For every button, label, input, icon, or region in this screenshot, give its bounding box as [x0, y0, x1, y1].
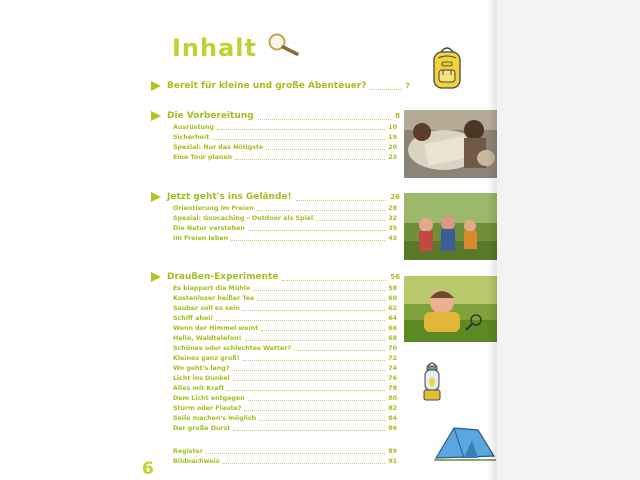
- entry-page: 64: [388, 314, 397, 322]
- entry-page: 43: [388, 234, 397, 242]
- dot-leader: [233, 375, 385, 381]
- entry-label: Spezial: Geocaching – Outdoor als Spiel: [173, 214, 314, 222]
- dot-leader: [243, 355, 386, 361]
- entry-page: 32: [388, 214, 397, 222]
- toc-entry[interactable]: [173, 213, 397, 223]
- entry-page: 68: [388, 334, 397, 342]
- toc-entry[interactable]: [173, 393, 397, 403]
- entry-label: Dem Licht entgegen: [173, 394, 245, 402]
- entry-page: 58: [388, 284, 397, 292]
- entry-label: Schönes oder schlechtes Wetter?: [173, 344, 292, 352]
- toc-entry[interactable]: [173, 122, 397, 132]
- photo-planning: [404, 110, 497, 178]
- entry-label: Der große Durst: [173, 424, 231, 432]
- toc-entry[interactable]: [173, 403, 397, 413]
- dot-leader: [257, 205, 386, 211]
- entry-page: 20: [388, 143, 397, 151]
- backpack-illustration: [430, 44, 464, 92]
- toc-entry[interactable]: [173, 353, 397, 363]
- entry-label: Im Freien leben: [173, 234, 229, 242]
- entry-page: 76: [388, 374, 397, 382]
- entry-page: 19: [388, 133, 397, 141]
- toc-entry[interactable]: [173, 323, 397, 333]
- dot-leader: [231, 235, 385, 241]
- entry-page: 74: [388, 364, 397, 372]
- entry-page: 60: [388, 294, 397, 302]
- entry-label: Bildnachweis: [173, 457, 220, 465]
- entry-label: Spezial: Nur das Nötigste: [173, 143, 264, 151]
- toc-entry[interactable]: [173, 303, 397, 313]
- toc-entry[interactable]: [173, 223, 397, 233]
- magnifier-icon: [266, 32, 302, 58]
- entry-page: 84: [388, 414, 397, 422]
- toc-entry[interactable]: [173, 132, 397, 142]
- toc-section-3[interactable]: [150, 270, 400, 284]
- section-title: Die Vorbereitung: [167, 111, 254, 121]
- entry-label: Orientierung im Freien: [173, 204, 254, 212]
- toc-entry-register[interactable]: [173, 446, 397, 456]
- dot-leader: [223, 458, 386, 464]
- entry-page: 72: [388, 354, 397, 362]
- page-number: 6: [142, 459, 154, 479]
- entry-label: Seile machen's möglich: [173, 414, 257, 422]
- dot-leader: [282, 273, 386, 281]
- page-title: Inhalt: [172, 34, 257, 62]
- dot-leader: [244, 405, 385, 411]
- toc-entry[interactable]: [173, 423, 397, 433]
- entry-page: 89: [388, 447, 397, 455]
- toc-entry-bildnachweis[interactable]: [173, 456, 397, 466]
- toc-entry[interactable]: [173, 333, 397, 343]
- toc-entry[interactable]: [173, 313, 397, 323]
- toc-entry[interactable]: [173, 142, 397, 152]
- entry-page: 78: [388, 384, 397, 392]
- entry-label: Es klappert die Mühle: [173, 284, 251, 292]
- entry-label: Kostenloser heißer Tee: [173, 294, 255, 302]
- section-page: 7: [405, 82, 410, 90]
- dot-leader: [316, 215, 385, 221]
- entry-label: Sturm oder Flaute?: [173, 404, 242, 412]
- section-page: 8: [395, 112, 400, 120]
- toc-entry[interactable]: [173, 283, 397, 293]
- dot-leader: [245, 335, 386, 341]
- dot-leader: [212, 134, 385, 140]
- arrow-bullet-icon: [150, 110, 162, 122]
- lantern-illustration: [421, 360, 443, 404]
- entry-label: Kleines ganz groß!: [173, 354, 240, 362]
- dot-leader: [253, 285, 385, 291]
- section-title: Draußen-Experimente: [167, 272, 279, 282]
- photo-boy-magnifier: [404, 276, 497, 342]
- dot-leader: [296, 193, 387, 201]
- dot-leader: [248, 225, 385, 231]
- entry-label: Register: [173, 447, 203, 455]
- dot-leader: [216, 315, 385, 321]
- dot-leader: [257, 295, 385, 301]
- dot-leader: [261, 325, 385, 331]
- toc-entry[interactable]: [173, 363, 397, 373]
- entry-page: 91: [388, 457, 397, 465]
- arrow-bullet-icon: [150, 80, 162, 92]
- entry-page: 23: [388, 153, 397, 161]
- entry-label: Wenn der Himmel weint: [173, 324, 259, 332]
- entry-page: 86: [388, 424, 397, 432]
- entry-label: Schiff ahoi!: [173, 314, 214, 322]
- arrow-bullet-icon: [150, 191, 162, 203]
- toc-section-2[interactable]: [150, 190, 400, 204]
- section-title: Bereit für kleine und große Abenteuer?: [167, 81, 367, 91]
- toc-section-1[interactable]: [150, 109, 400, 123]
- dot-leader: [258, 112, 392, 120]
- toc-entry[interactable]: [173, 152, 397, 162]
- dot-leader: [294, 345, 385, 351]
- toc-section-0[interactable]: [150, 79, 410, 93]
- photo-kids-outdoors: [404, 193, 497, 260]
- dot-leader: [259, 415, 385, 421]
- entry-page: 70: [388, 344, 397, 352]
- entry-label: Eine Tour planen: [173, 153, 233, 161]
- entry-label: Ausrüstung: [173, 123, 214, 131]
- entry-page: 28: [388, 204, 397, 212]
- toc-entry[interactable]: [173, 203, 397, 213]
- page-gutter-shadow: [487, 0, 497, 480]
- dot-leader: [248, 395, 386, 401]
- entry-label: Sauber soll es sein: [173, 304, 240, 312]
- entry-label: Die Natur verstehen: [173, 224, 245, 232]
- toc-entry[interactable]: [173, 293, 397, 303]
- entry-page: 62: [388, 304, 397, 312]
- entry-label: Wo geht's lang?: [173, 364, 230, 372]
- dot-leader: [235, 154, 385, 160]
- toc-entry[interactable]: [173, 343, 397, 353]
- section-page: 56: [390, 273, 400, 281]
- entry-page: 82: [388, 404, 397, 412]
- dot-leader: [217, 124, 385, 130]
- entry-label: Hallo, Waldtelefon!: [173, 334, 242, 342]
- arrow-bullet-icon: [150, 271, 162, 283]
- entry-label: Alles mit Kraft: [173, 384, 225, 392]
- toc-entry[interactable]: [173, 233, 397, 243]
- dot-leader: [266, 144, 385, 150]
- dot-leader: [227, 385, 385, 391]
- entry-label: Licht ins Dunkel: [173, 374, 230, 382]
- dot-leader: [206, 448, 385, 454]
- entry-page: 10: [388, 123, 397, 131]
- dot-leader: [232, 365, 385, 371]
- dot-leader: [233, 425, 385, 431]
- entry-label: Sicherheit: [173, 133, 210, 141]
- dot-leader: [371, 82, 402, 90]
- toc-entry[interactable]: [173, 373, 397, 383]
- entry-page: 35: [388, 224, 397, 232]
- entry-page: 80: [388, 394, 397, 402]
- entry-page: 66: [388, 324, 397, 332]
- toc-entry[interactable]: [173, 413, 397, 423]
- dot-leader: [243, 305, 385, 311]
- section-title: Jetzt geht's ins Gelände!: [167, 192, 292, 202]
- section-page: 26: [390, 193, 400, 201]
- toc-entry[interactable]: [173, 383, 397, 393]
